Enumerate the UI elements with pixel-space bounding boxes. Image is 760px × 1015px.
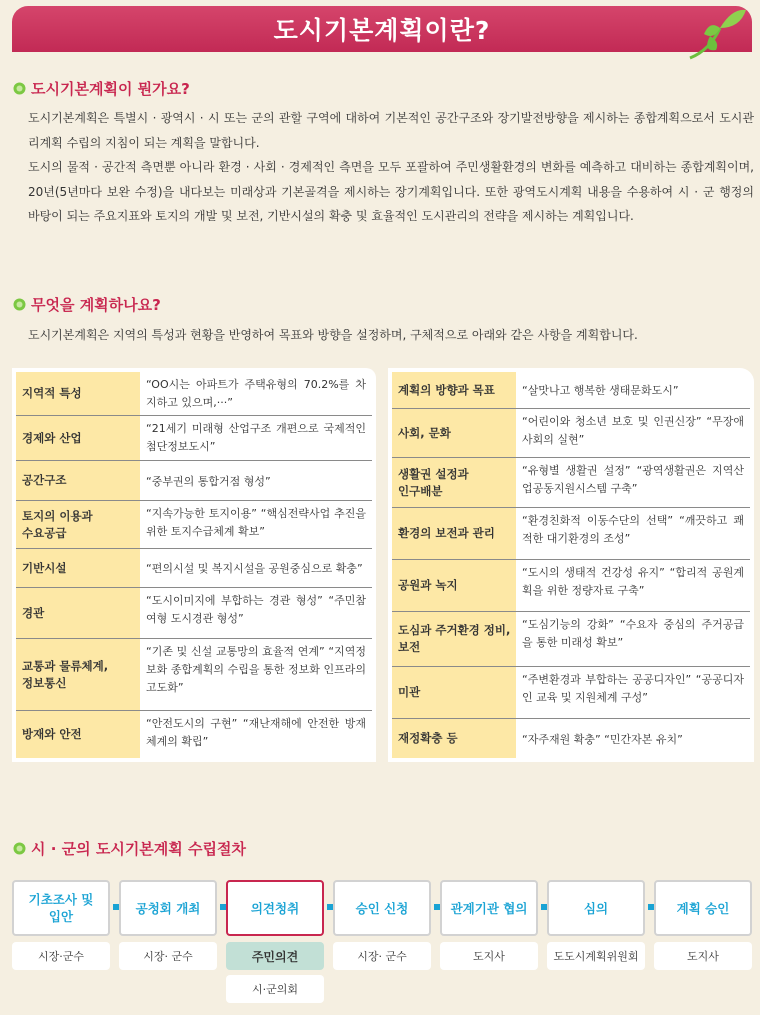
row-label: 기반시설 xyxy=(16,549,140,587)
table-row xyxy=(16,416,372,461)
row-value: “중부권의 통합거점 형성” xyxy=(146,474,271,488)
table-row xyxy=(392,372,750,409)
step-public-hearing: 공청회 개최 xyxy=(119,880,217,936)
table-row xyxy=(16,639,372,711)
row-value: “편의시설 및 복지시설을 공원중심으로 확충” xyxy=(146,562,363,575)
row-label: 지역적 특성 xyxy=(16,372,140,415)
table-row xyxy=(16,372,372,416)
row-value: “환경친화적 이동수단의 선택” “깨끗하고 쾌적한 대기환경의 조성” xyxy=(522,514,744,545)
row-label: 미관 xyxy=(392,667,516,718)
plan-intro: 도시기본계획은 지역의 특성과 현황을 반영하여 목표와 방향을 설정하며, 구체적으로 아래와 같은 사항을 계획합니다. xyxy=(28,328,638,342)
process-steps xyxy=(12,880,754,936)
step-plan-approval: 계획 승인 xyxy=(654,880,752,936)
row-label: 공간구조 xyxy=(16,461,140,500)
right-plan-table xyxy=(388,368,754,762)
what-paragraph-2: 도시의 물적 · 공간적 측면뿐 아니라 환경 · 사회 · 경제적인 측면을 모두 포괄하여 주민생활환경의 변화를 예측하고 대비하는 종합계획이며, 20년(5년마다 보완 수정)을 내다보는 미래상과 기본골격을 제시하는 장기계획입니다. 또한 광역도시계획 내용을 수용하여 시 · 군 행정의 바탕이 되는 주요지표와 토지의 개발 및 보전, 기반시설의 확충 및 효율적인 도시관리의 전략을 제시하는 계획입니다. xyxy=(28,160,754,223)
step-owner: 도지사 xyxy=(440,942,538,970)
table-row xyxy=(16,588,372,639)
step-opinion-hearing: 의견청취 xyxy=(226,880,324,936)
row-value: “지속가능한 토지이용” “핵심전략사업 추진을 위한 토지수급체계 확보” xyxy=(146,507,366,538)
page-title: 도시기본계획이란? xyxy=(273,16,491,45)
row-value: “자주재원 확충” “민간자본 유치” xyxy=(522,732,683,746)
row-value: “어린이와 청소년 보호 및 인권신장” “무장애사회의 실현” xyxy=(522,415,744,446)
section-heading-what: 도시기본계획이 뭔가요? xyxy=(13,78,190,99)
row-label: 도심과 주거환경 정비, 보전 xyxy=(392,612,516,666)
table-row xyxy=(16,549,372,588)
table-row xyxy=(392,612,750,667)
row-label: 교통과 물류체계, 정보통신 xyxy=(16,639,140,710)
row-label: 생활권 설정과 인구배분 xyxy=(392,458,516,507)
step-deliberation: 심의 xyxy=(547,880,645,936)
what-paragraph-1: 도시기본계획은 특별시 · 광역시 · 시 또는 군의 관할 구역에 대하여 기본적인 공간구조와 장기발전방향을 제시하는 종합계획으로서 도시관리계획 수립의 지침이 되는 계획을 말합니다. xyxy=(28,111,754,150)
step-owner: 시장· 군수 xyxy=(333,942,431,970)
section-heading-plan: 무엇을 계획하나요? xyxy=(13,294,161,315)
row-label: 토지의 이용과 수요공급 xyxy=(16,501,140,548)
step-owner: 시·군의회 xyxy=(226,975,324,1003)
step-owner: 도지사 xyxy=(654,942,752,970)
row-label: 사회, 문화 xyxy=(392,409,516,457)
table-row xyxy=(16,501,372,549)
row-label: 환경의 보전과 관리 xyxy=(392,508,516,559)
row-label: 공원과 녹지 xyxy=(392,560,516,611)
step-owner: 시장·군수 xyxy=(12,942,110,970)
row-value: “살맛나고 행복한 생태문화도시” xyxy=(522,384,679,397)
row-label: 방재와 안전 xyxy=(16,711,140,758)
row-label: 경제와 산업 xyxy=(16,416,140,460)
row-value: “기존 및 신설 교통망의 효율적 연계” “지역정보화 종합계획의 수립을 통한 정보화 인프라의 고도화” xyxy=(146,645,366,694)
leaf-bullet-icon xyxy=(13,298,26,311)
row-label: 경관 xyxy=(16,588,140,638)
step-owner-highlight: 주민의견 xyxy=(226,942,324,970)
sprout-icon xyxy=(680,0,748,60)
table-row xyxy=(392,719,750,758)
row-value: “도시의 생태적 건강성 유지” “합리적 공원계획을 위한 정량자료 구축” xyxy=(522,566,744,597)
row-value: “주변환경과 부합하는 공공디자인” “공공디자인 교육 및 지원체계 구성” xyxy=(522,673,744,704)
table-row xyxy=(392,458,750,508)
row-value: “도시이미지에 부합하는 경관 형성” “주민참여형 도시경관 형성” xyxy=(146,594,366,625)
row-value: “21세기 미래형 산업구조 개편으로 국제적인 첨단정보도시” xyxy=(146,422,366,453)
step-agency-consultation: 관계기관 협의 xyxy=(440,880,538,936)
step-owner: 도도시계획위원회 xyxy=(547,942,645,970)
row-label: 계획의 방향과 목표 xyxy=(392,372,516,408)
table-row xyxy=(392,667,750,719)
row-value: “유형별 생활권 설정” “광역생활권은 지역산업공동지원시스템 구축” xyxy=(522,464,744,495)
leaf-bullet-icon xyxy=(13,82,26,95)
table-row xyxy=(392,560,750,612)
step-survey: 기초조사 및 입안 xyxy=(12,880,110,936)
table-row xyxy=(392,508,750,560)
table-row xyxy=(16,461,372,501)
page-banner xyxy=(12,6,752,52)
left-plan-table xyxy=(12,368,376,762)
row-value: “OO시는 아파트가 주택유형의 70.2%를 차지하고 있으며,···” xyxy=(146,378,366,409)
leaf-bullet-icon xyxy=(13,842,26,855)
table-row xyxy=(392,409,750,458)
section-heading-process: 시 · 군의 도시기본계획 수립절차 xyxy=(13,838,246,859)
step-approval-request: 승인 신청 xyxy=(333,880,431,936)
row-label: 재정확충 등 xyxy=(392,719,516,758)
step-owner: 시장· 군수 xyxy=(119,942,217,970)
row-value: “안전도시의 구현” “재난재해에 안전한 방재체계의 확립” xyxy=(146,717,366,748)
row-value: “도심기능의 강화” “수요자 중심의 주거공급을 통한 미래성 확보” xyxy=(522,618,744,649)
table-row xyxy=(16,711,372,758)
